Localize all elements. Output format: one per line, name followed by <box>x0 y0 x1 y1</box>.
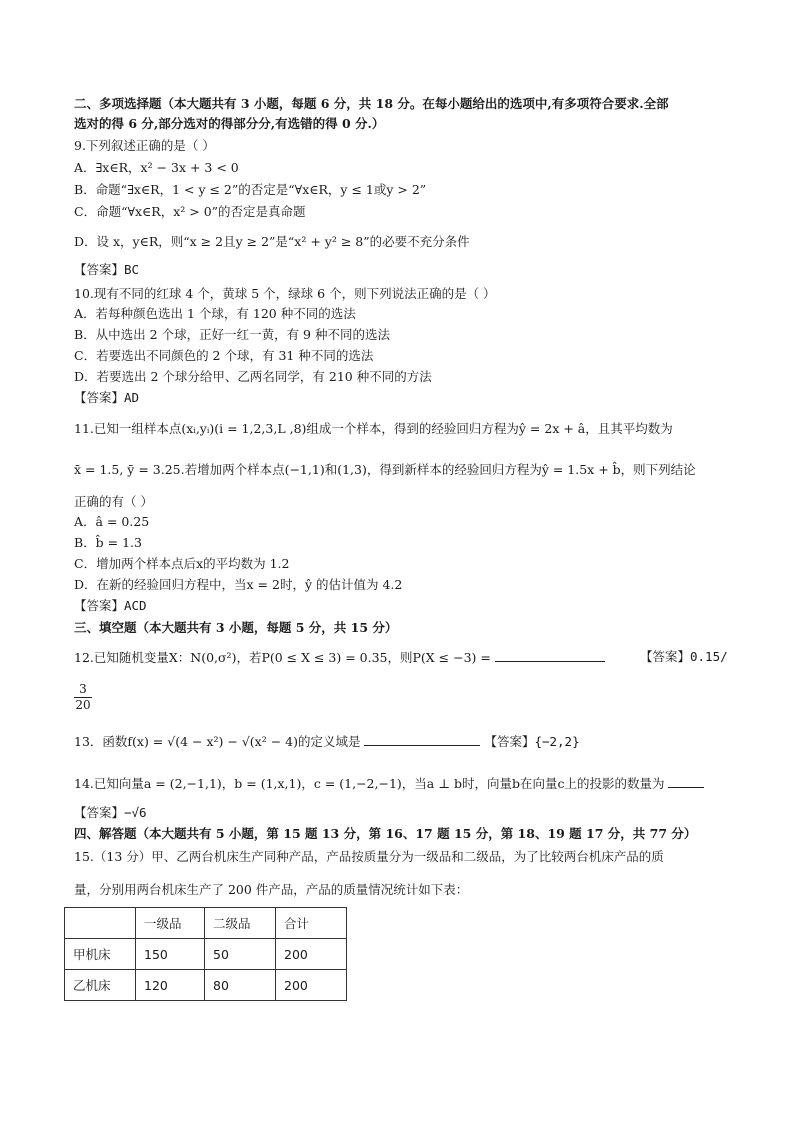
q11-option-c: C．增加两个样本点后x的平均数为 1.2 <box>74 556 290 571</box>
q14-text: 14.已知向量a = (2,−1,1)，b = (1,x,1)，c = (1,−2,−1)，当a ⊥ b时，向量b在向量c上的投影的数量为 <box>74 776 665 791</box>
q12-text: 12.已知随机变量X：N(0,σ²)，若P(0 ≤ X ≤ 3) = 0.35，则P(X ≤ −3) = <box>74 650 491 665</box>
table-row <box>65 939 347 970</box>
q12-fraction-denominator: 20 <box>75 698 91 712</box>
table-cell: 乙机床 <box>65 970 136 1001</box>
q13-blank <box>364 733 480 746</box>
q14-stem <box>74 775 704 792</box>
section-3-heading: 三、填空题（本大题共有 3 小题，每题 5 分，共 15 分） <box>74 620 398 635</box>
q9-option-d: D．设 x，y∈R，则“x ≥ 2且y ≥ 2”是“x² + y² ≥ 8”的必要不充分条件 <box>74 234 470 249</box>
q10-option-b: B．从中选出 2 个球，正好一红一黄，有 9 种不同的选法 <box>74 327 390 342</box>
q10-option-c: C．若要选出不同颜色的 2 个球，有 31 种不同的选法 <box>74 348 374 363</box>
q9-stem: 9.下列叙述正确的是（ ） <box>74 138 215 153</box>
table-header-cell: 二级品 <box>205 908 276 939</box>
table-cell: 甲机床 <box>65 939 136 970</box>
q9-option-c: C．命题“∀x∈R，x² > 0”的否定是真命题 <box>74 204 306 219</box>
q15-stem-line1: 15.（13 分）甲、乙两台机床生产同种产品，产品按质量分为一级品和二级品，为了比较两台机床产品的质 <box>74 849 664 864</box>
q13-stem <box>74 733 580 750</box>
q11-answer: 【答案】ACD <box>74 598 147 613</box>
table-cell: 200 <box>276 939 347 970</box>
table-cell: 150 <box>136 939 205 970</box>
q13-answer: 【答案】{−2,2} <box>484 734 580 749</box>
table-cell: 120 <box>136 970 205 1001</box>
q10-option-d: D．若要选出 2 个球分给甲、乙两名同学，有 210 种不同的方法 <box>74 369 432 384</box>
q9-answer: 【答案】BC <box>74 262 140 277</box>
q15-quality-table <box>64 907 347 1001</box>
table-header-cell <box>65 908 136 939</box>
table-row <box>65 970 347 1001</box>
table-cell: 200 <box>276 970 347 1001</box>
q12-fraction-numerator: 3 <box>74 682 92 698</box>
table-header-cell: 一级品 <box>136 908 205 939</box>
q11-option-a: A．â = 0.25 <box>74 514 150 529</box>
q12-stem <box>74 649 605 666</box>
q13-text: 13．函数f(x) = √(4 − x²) − √(x² − 4)的定义域是 <box>74 734 361 749</box>
table-cell: 80 <box>205 970 276 1001</box>
q14-answer: 【答案】−√6 <box>74 805 147 820</box>
q10-answer: 【答案】AD <box>74 390 140 405</box>
q12-answer-fraction <box>74 682 92 713</box>
q12-answer: 【答案】0.15/ <box>640 649 728 664</box>
q11-option-d: D．在新的经验回归方程中，当x = 2时，ŷ 的估计值为 4.2 <box>74 577 403 592</box>
q11-stem-line3: 正确的有（ ） <box>74 494 153 509</box>
q11-option-b: B．b̂ = 1.3 <box>74 535 142 550</box>
q9-option-a: A．∃x∈R，x² − 3x + 3 < 0 <box>74 160 239 175</box>
table-cell: 50 <box>205 939 276 970</box>
q12-blank <box>495 649 605 662</box>
section-2-heading-cont: 选对的得 6 分,部分选对的得部分分,有选错的得 0 分.） <box>74 116 385 131</box>
q11-stem-line1: 11.已知一组样本点(xᵢ,yᵢ)(i = 1,2,3,L ,8)组成一个样本，得到的经验回归方程为ŷ = 2x + â，且其平均数为 <box>74 421 673 436</box>
q9-option-b: B．命题“∃x∈R，1 < y ≤ 2”的否定是“∀x∈R，y ≤ 1或y > 2” <box>74 182 427 197</box>
q15-stem-line2: 量，分别用两台机床生产了 200 件产品，产品的质量情况统计如下表： <box>74 882 469 897</box>
q10-stem: 10.现有不同的红球 4 个，黄球 5 个，绿球 6 个，则下列说法正确的是（ ） <box>74 286 496 301</box>
q10-option-a: A．若每种颜色选出 1 个球，有 120 种不同的选法 <box>74 306 356 321</box>
section-4-heading: 四、解答题（本大题共有 5 小题，第 15 题 13 分，第 16、17 题 15 分，第 18、19 题 17 分，共 77 分） <box>74 826 697 841</box>
table-header-cell: 合计 <box>276 908 347 939</box>
table-header-row <box>65 908 347 939</box>
q11-stem-line2: x̄ = 1.5, ȳ = 3.25.若增加两个样本点(−1,1)和(1,3)，得到新样本的经验回归方程为ŷ = 1.5x + b̂，则下列结论 <box>74 462 696 477</box>
q14-blank <box>668 775 704 788</box>
section-2-heading: 二、多项选择题（本大题共有 3 小题，每题 6 分，共 18 分。在每小题给出的选项中,有多项符合要求.全部 <box>74 96 669 111</box>
